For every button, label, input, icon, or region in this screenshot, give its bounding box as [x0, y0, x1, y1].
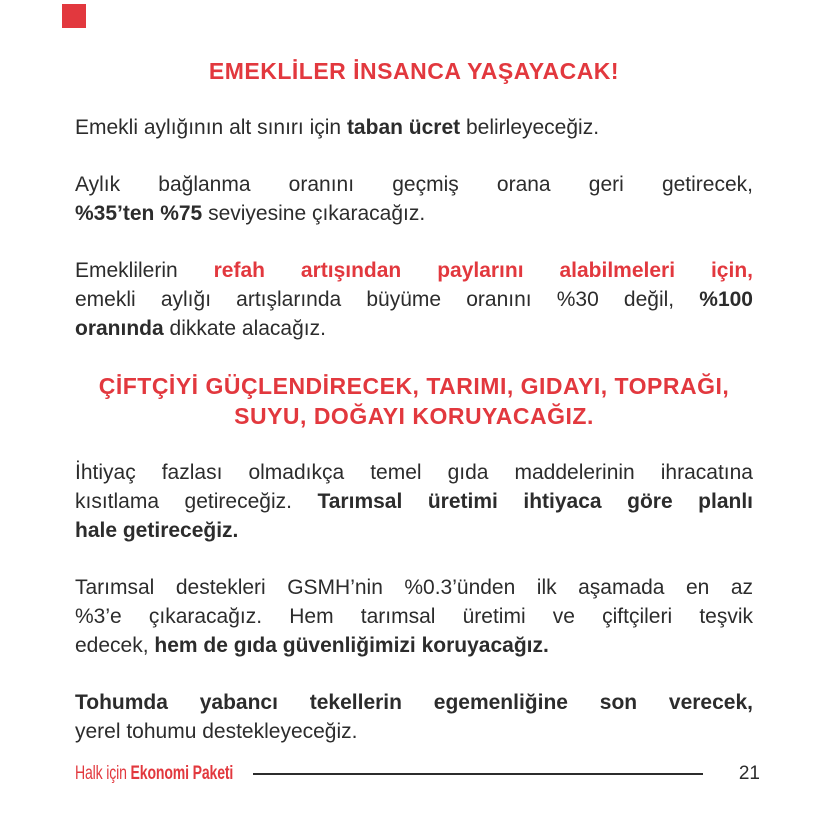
text-line	[75, 717, 753, 746]
paragraph	[75, 573, 753, 660]
text-line	[75, 516, 753, 545]
footer-brand	[75, 763, 233, 785]
text-segment: İhtiyaç fazlası olmadıkça temel gıda maddelerinin ihracatına	[75, 461, 753, 484]
text-line	[75, 573, 753, 602]
text-line	[75, 113, 753, 142]
text-segment: hale getireceğiz.	[75, 519, 239, 542]
text-line: EMEKLİLER İNSANCA YAŞAYACAK!	[208, 58, 620, 84]
text-segment: %3’e çıkaracağız. Hem tarımsal üretimi ve çiftçileri teşvik	[75, 605, 753, 628]
text-segment: kısıtlama getireceğiz.	[75, 490, 318, 513]
text-segment: emekli aylığı artışlarında büyüme oranını %30 değil,	[75, 288, 700, 311]
text-segment: Emekli aylığının alt sınırı için	[75, 116, 347, 139]
text-segment: Tohumda yabancı tekellerin egemenliğine son verecek,	[75, 691, 753, 714]
text-line: ÇİFTÇİYİ GÜÇLENDİRECEK, TARIMI, GIDAYI, TOPRAĞI,	[98, 373, 730, 399]
text-line	[75, 688, 753, 717]
section-heading	[75, 56, 753, 86]
paragraph	[75, 458, 753, 545]
paragraph	[75, 256, 753, 343]
text-segment: Tarımsal üretimi ihtiyaca göre planlı	[317, 490, 753, 513]
text-segment: seviyesine çıkaracağız.	[202, 202, 426, 225]
text-line: SUYU, DOĞAYI KORUYACAĞIZ.	[234, 403, 594, 429]
text-line	[75, 256, 753, 285]
paragraph	[75, 688, 753, 746]
text-segment: belirleyeceğiz.	[460, 116, 600, 139]
text-segment: hem de gıda güvenliğimizi koruyacağız.	[154, 634, 549, 657]
corner-accent-square	[62, 4, 86, 28]
text-segment: refah artışından paylarını alabilmeleri için,	[213, 259, 753, 282]
footer-brand-bold: Ekonomi Paketi	[130, 763, 234, 784]
text-segment: Tarımsal destekleri GSMH’nin %0.3’ünden ilk aşamada en az	[75, 576, 753, 599]
text-segment: dikkate alacağız.	[163, 317, 326, 340]
text-segment: %100	[699, 288, 753, 311]
paragraph	[75, 113, 753, 142]
text-segment: oranında	[75, 317, 164, 340]
text-line	[75, 458, 753, 487]
text-line	[75, 487, 753, 516]
text-line	[75, 314, 753, 343]
text-line	[75, 170, 753, 199]
text-segment: edecek,	[75, 634, 155, 657]
footer-rule-line	[253, 773, 703, 775]
paragraph	[75, 170, 753, 228]
section-heading	[75, 371, 753, 431]
text-line	[75, 199, 753, 228]
text-segment: %35’ten %75	[75, 202, 203, 225]
text-line	[75, 285, 753, 314]
text-segment: taban ücret	[346, 116, 461, 139]
text-segment: Emeklilerin	[75, 259, 214, 282]
footer-brand-light: Halk için	[75, 763, 131, 784]
page-footer	[75, 763, 760, 785]
page-number: 21	[738, 763, 760, 784]
text-line	[75, 602, 753, 631]
body-content	[75, 56, 753, 774]
text-line	[75, 631, 753, 660]
text-segment: Aylık bağlanma oranını geçmiş orana geri getirecek,	[75, 173, 753, 196]
text-segment: yerel tohumu destekleyeceğiz.	[75, 720, 358, 743]
